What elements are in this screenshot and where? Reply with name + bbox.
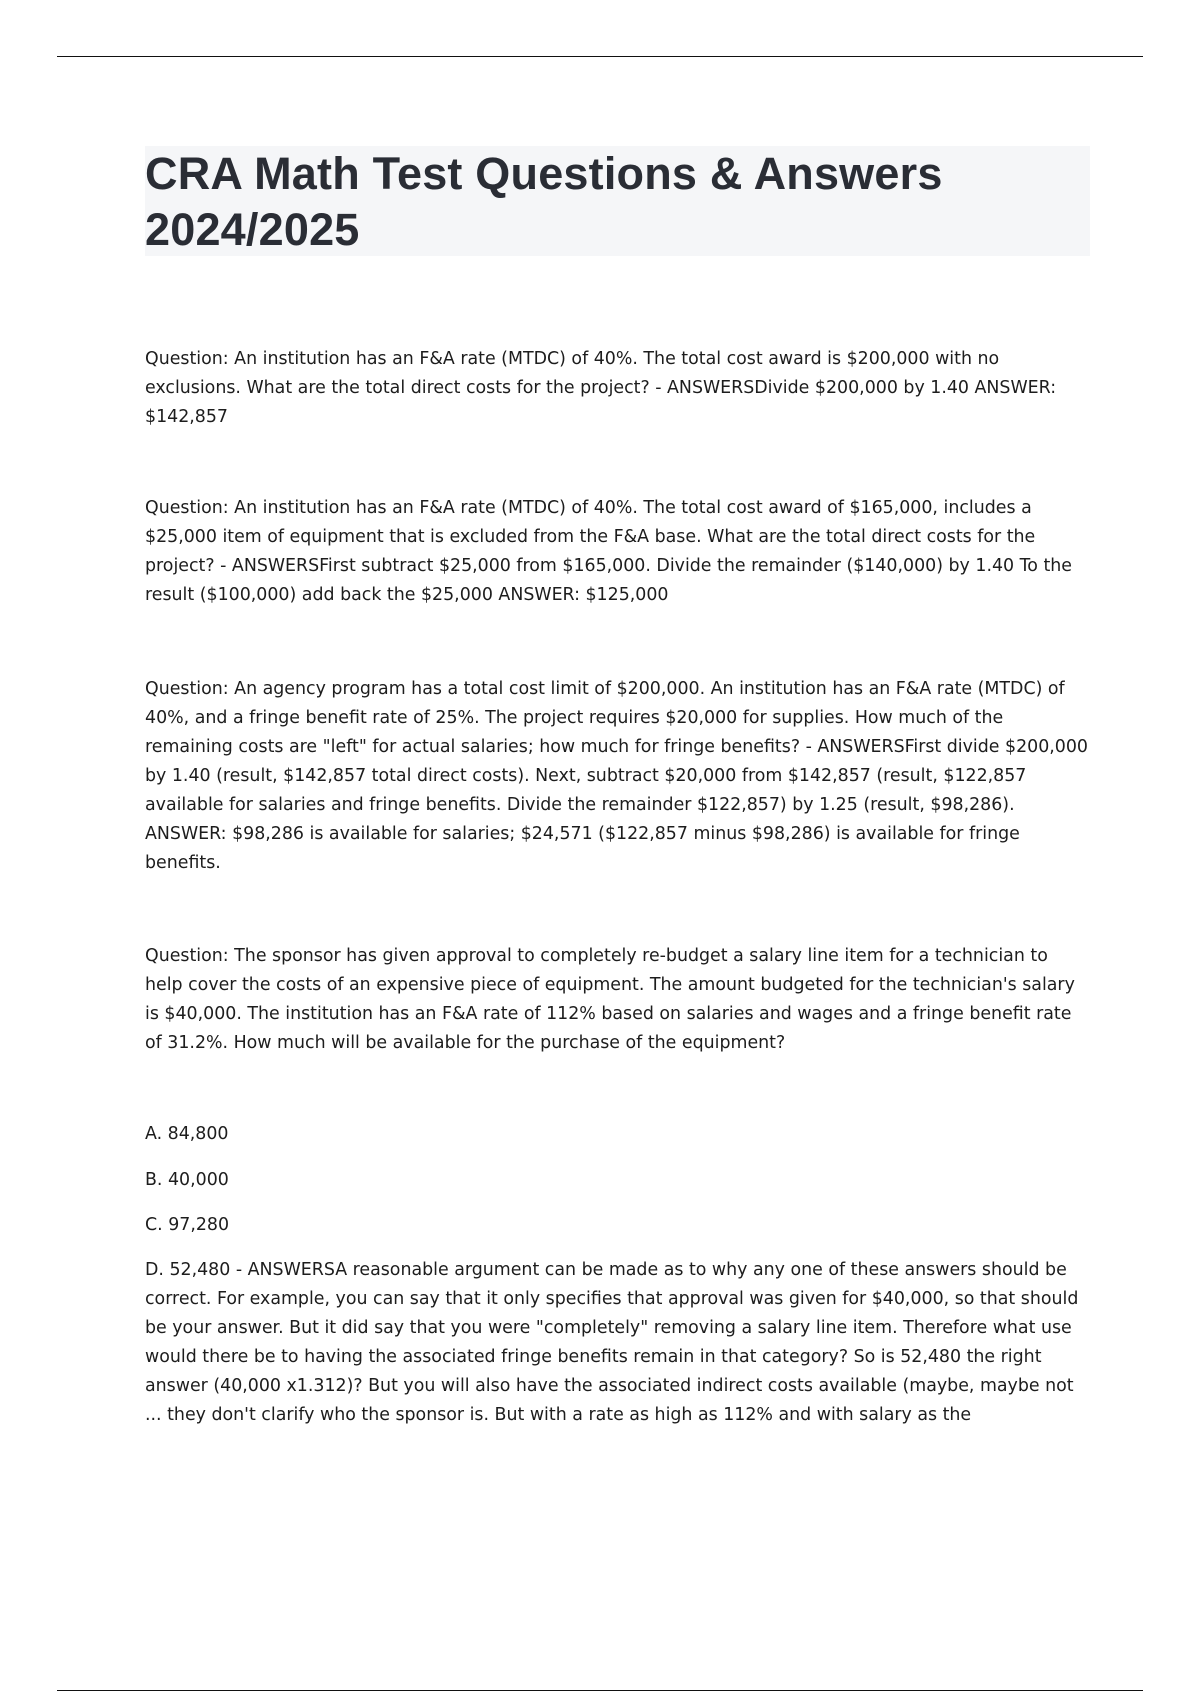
option-b: B. 40,000 (145, 1170, 229, 1190)
question-2-text: Question: An institution has an F&A rate (MTDC) of 40%. The total cost award of $165,000, includes a $25,000 item of equipment that is excluded from the F&A base. What are the total direct costs for the project? - ANSWERSFirst subtract $25,000 from $165,000. Divide the remainder ($140,000) by 1.40 To the result ($100,000) add back the $25,000 ANSWER: $125,000 (145, 498, 1072, 605)
question-4-text: Question: The sponsor has given approval to completely re-budget a salary line item for a technician to help cover the costs of an expensive piece of equipment. The amount budgeted for the technician's salary is $40,000. The institution has an F&A rate of 112% based on salaries and wages and a fringe benefit rate of 31.2%. How much will be available for the purchase of the equipment? (145, 946, 1075, 1053)
question-1 (145, 345, 1090, 432)
question-4 (145, 942, 1090, 1058)
page-title: CRA Math Test Questions & Answers 2024/2025 (145, 148, 943, 255)
top-divider (57, 56, 1143, 57)
option-c: C. 97,280 (145, 1215, 230, 1235)
question-2 (145, 494, 1090, 610)
bottom-divider (57, 1690, 1143, 1691)
title-banner (145, 146, 1090, 256)
option-d-with-answer: D. 52,480 - ANSWERSA reasonable argument can be made as to why any one of these answers should be correct. For example, you can say that it only specifies that approval was given for $40,000, so that should be your answer. But it did say that you were "completely" removing a salary line item. Therefore what use would there be to having the associated fringe benefits remain in that category? So is 52,480 the right answer (40,000 x1.312)? But you will also have the associated indirect costs available (maybe, maybe not ... they don't clarify who the sponsor is. But with a rate as high as 112% and with salary as the (145, 1260, 1079, 1425)
question-3-text: Question: An agency program has a total cost limit of $200,000. An institution has an F&A rate (MTDC) of 40%, and a fringe benefit rate of 25%. The project requires $20,000 for supplies. How much of the remaining costs are "left" for actual salaries; how much for fringe benefits? - ANSWERSFirst divide $200,000 by 1.40 (result, $142,857 total direct costs). Next, subtract $20,000 from $142,857 (result, $122,857 available for salaries and fringe benefits. Divide the remainder $122,857) by 1.25 (result, $98,286). ANSWER: $98,286 is available for salaries; $24,571 ($122,857 minus $98,286) is available for fringe benefits. (145, 679, 1088, 873)
question-1-text: Question: An institution has an F&A rate (MTDC) of 40%. The total cost award is $200,000 with no exclusions. What are the total direct costs for the project? - ANSWERSDivide $200,000 by 1.40 ANSWER: $142,857 (145, 349, 1057, 427)
option-a: A. 84,800 (145, 1124, 229, 1144)
question-3 (145, 675, 1090, 878)
